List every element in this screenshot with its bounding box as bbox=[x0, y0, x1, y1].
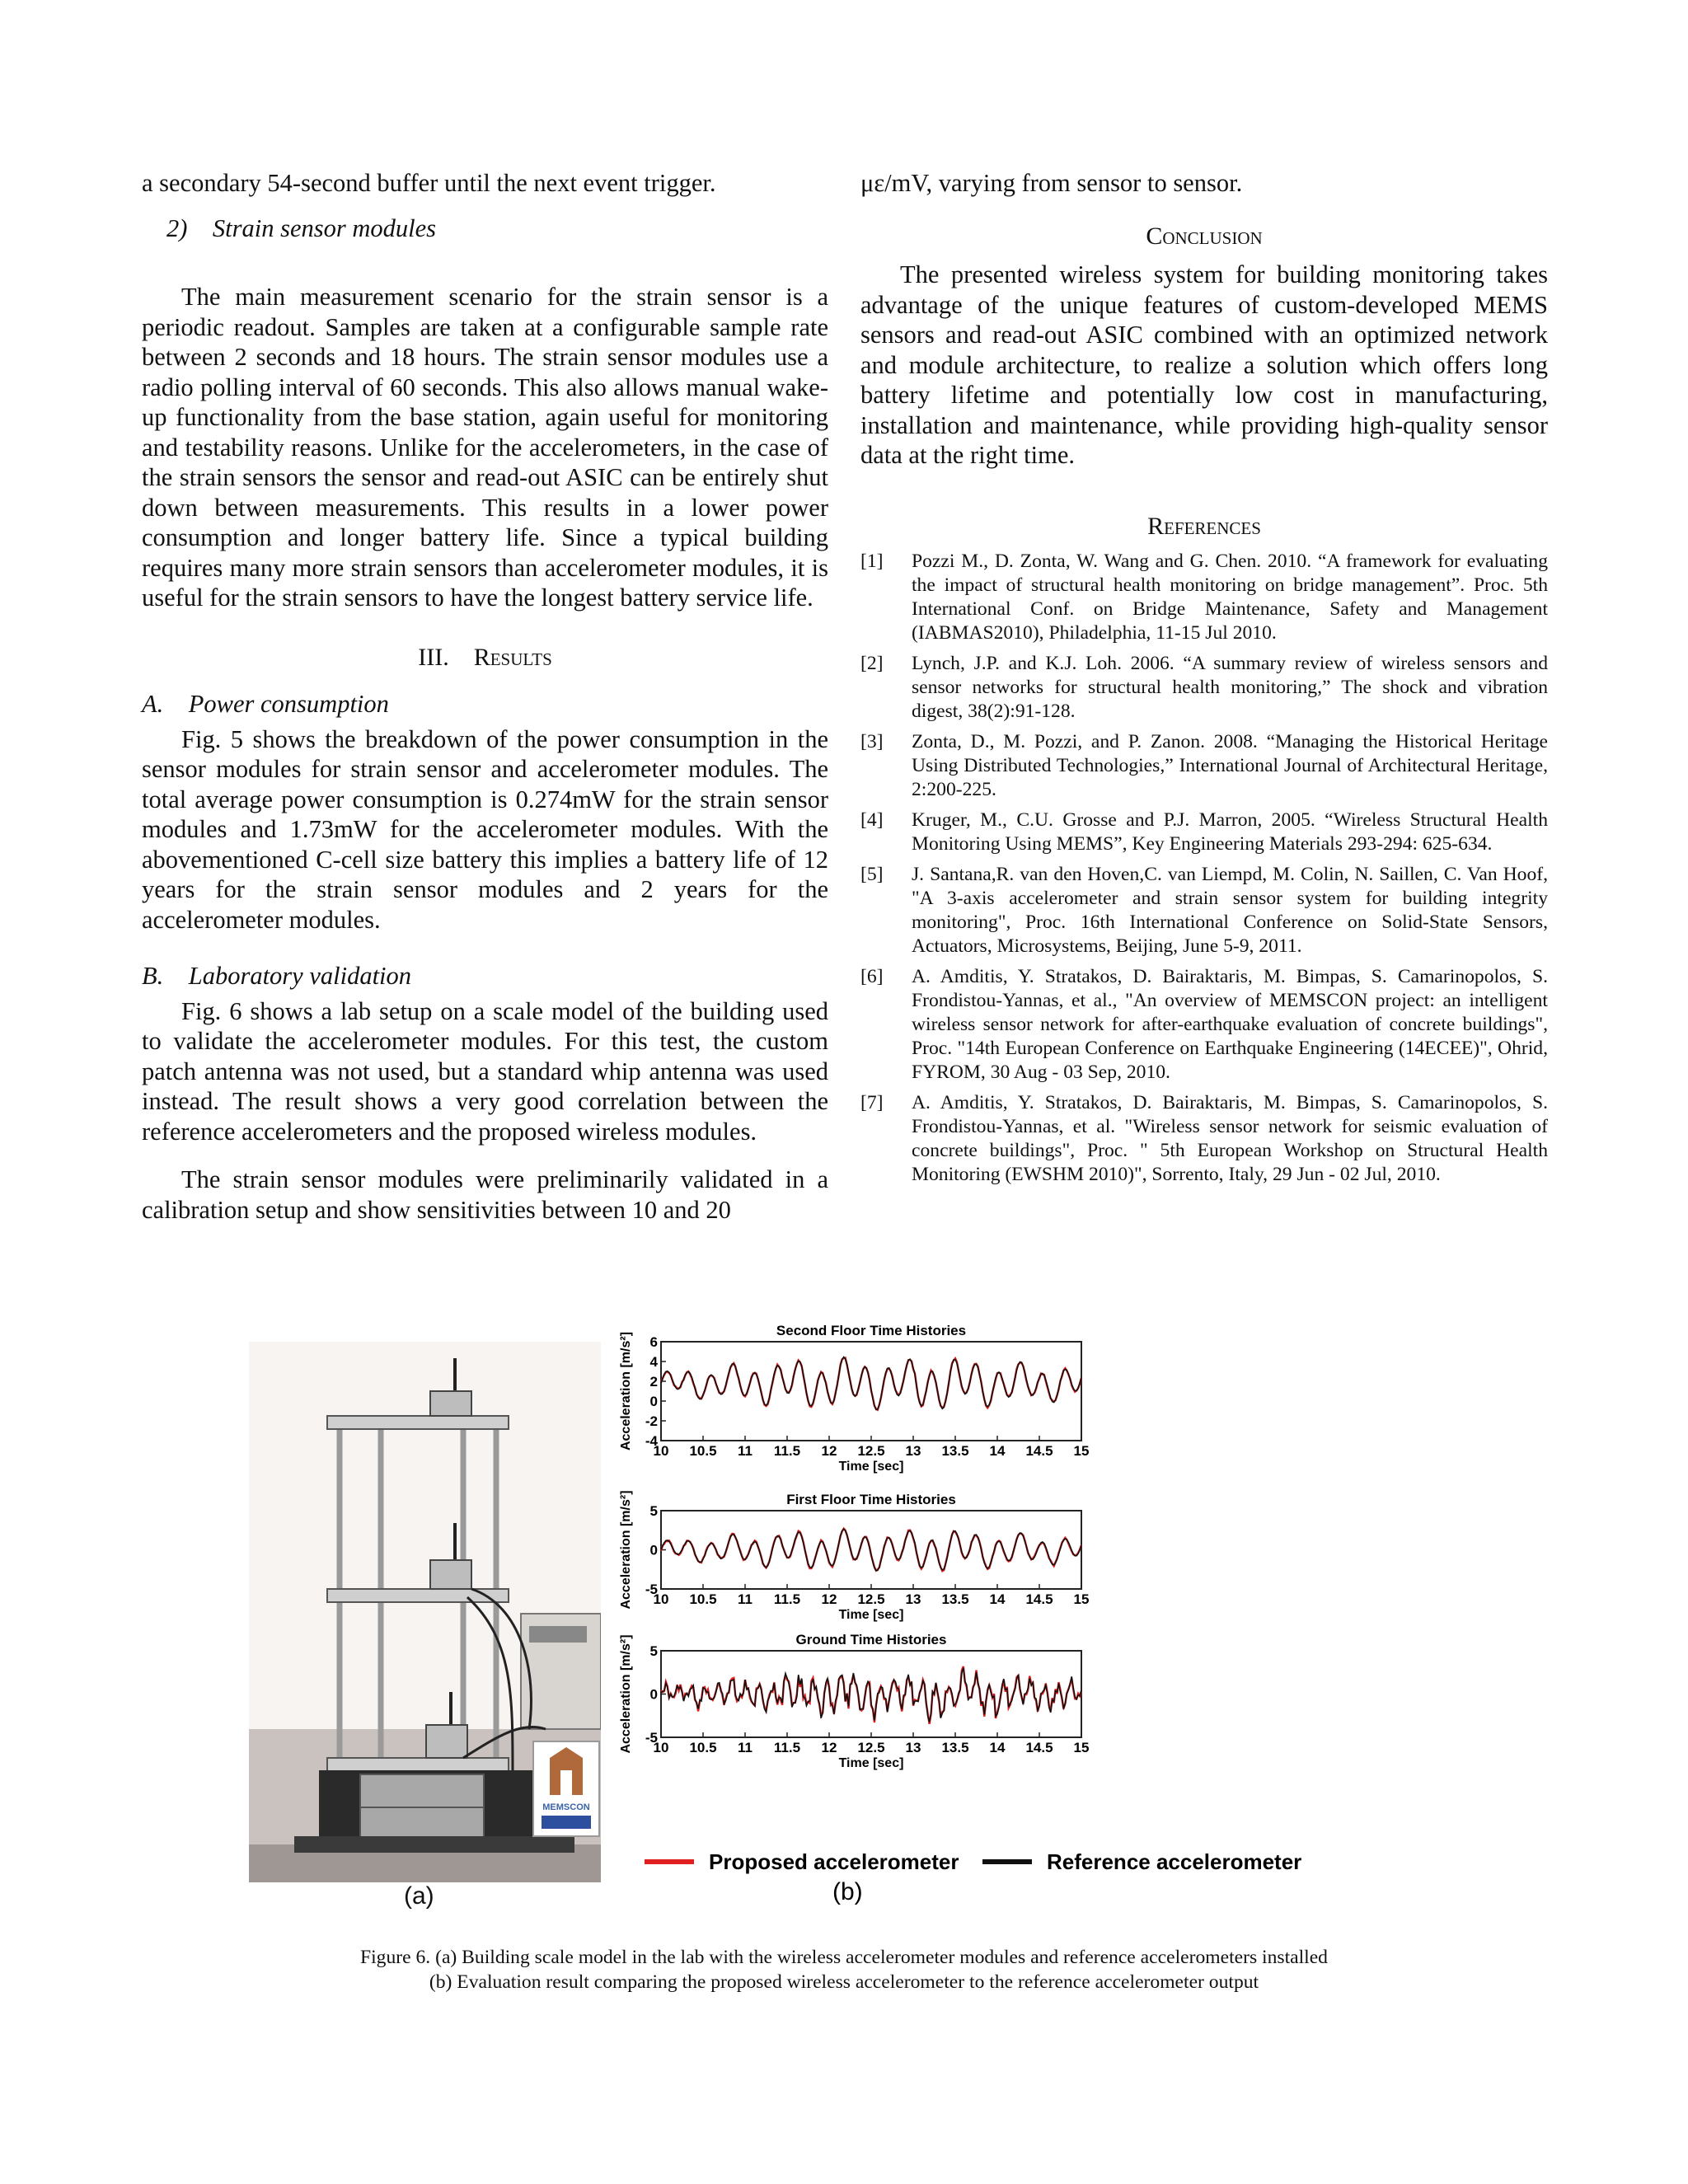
x-tick-label: 11 bbox=[738, 1740, 753, 1755]
y-tick-label: -2 bbox=[645, 1413, 658, 1429]
x-tick-label: 14.5 bbox=[1025, 1443, 1053, 1459]
x-tick-label: 13 bbox=[905, 1443, 921, 1459]
x-tick-label: 14 bbox=[989, 1591, 1006, 1607]
reference-text: A. Amditis, Y. Stratakos, D. Bairaktaris, M. Bimpas, S. Camarinopolos, S. Frondistou-Yannas, et al., "An overview of MEMSCON project: an intelligent wireless sensor network for after-earthquake evaluation of concrete buildings", Proc. "14th European Conference on Earthquake Engineering (14ECEE)", Ohrid, FYROM, 30 Aug - 03 Sep, 2010. bbox=[912, 966, 1548, 1083]
chart-title: First Floor Time Histories bbox=[786, 1492, 956, 1507]
reference-item bbox=[860, 652, 1548, 724]
y-tick-label: 0 bbox=[649, 1686, 658, 1703]
x-tick-label: 14.5 bbox=[1025, 1591, 1053, 1607]
x-tick-label: 12.5 bbox=[857, 1740, 885, 1755]
plot-frame bbox=[661, 1511, 1081, 1589]
reference-item bbox=[860, 1091, 1548, 1187]
caption-line-1: Figure 6. (a) Building scale model in the lab with the wireless accelerometer modules and reference accelerometers installed bbox=[360, 1947, 1328, 1968]
lab-scale-model-photo bbox=[249, 1342, 601, 1882]
x-tick-label: 11 bbox=[738, 1591, 753, 1607]
left-column bbox=[142, 168, 828, 1225]
legend-proposed-label: Proposed accelerometer bbox=[709, 1849, 959, 1874]
chart-legend bbox=[645, 1849, 1301, 1874]
section-heading-conclusion: Conclusion bbox=[1146, 222, 1263, 250]
y-tick-label: 5 bbox=[649, 1503, 658, 1519]
y-tick-label: 2 bbox=[649, 1374, 658, 1390]
reference-number: [3] bbox=[860, 731, 884, 752]
x-tick-label: 13.5 bbox=[941, 1443, 969, 1459]
paragraph-strain-modules: The main measurement scenario for the strain sensor is a periodic readout. Samples are taken at a configurable sample rate between 2 seconds and 18 hours. The strain sensor modules use a radio polling interval of 60 seconds. This also allows manual wake-up functionality from the base station, again useful for monitoring and testability reasons. Unlike for the accelerometers, in the case of the strain sensors the sensor and read-out ASIC can be entirely shut down between measurements. This results in a lower power consumption and longer battery life. Since a typical building requires many more strain sensors than accelerometer modules, it is useful for the strain sensors to have the longest battery service life. bbox=[142, 283, 828, 612]
reference-item bbox=[860, 965, 1548, 1085]
y-tick-label: 0 bbox=[649, 1394, 658, 1409]
x-tick-label: 12 bbox=[821, 1443, 837, 1459]
chart-title: Second Floor Time Histories bbox=[776, 1325, 967, 1338]
x-tick-label: 11.5 bbox=[773, 1443, 801, 1459]
x-tick-label: 15 bbox=[1073, 1591, 1090, 1607]
paragraph-continuation: a secondary 54-second buffer until the next event trigger. bbox=[142, 169, 716, 197]
reference-text: Lynch, J.P. and K.J. Loh. 2006. “A summary review of wireless sensors and sensor networks for structural health monitoring,” The shock and vibration digest, 38(2):91-128. bbox=[912, 653, 1548, 722]
x-tick-label: 15 bbox=[1073, 1443, 1090, 1459]
y-axis-label: Acceleration [m/s²] bbox=[619, 1490, 633, 1610]
right-column bbox=[860, 168, 1548, 1193]
paragraph-power-consumption: Fig. 5 shows the breakdown of the power consumption in the sensor modules for strain sensor and accelerometer modules. The total average power consumption is 0.274mW for the strain sensor modules and 1.73mW for the accelerometer modules. With the abovementioned C-cell size battery this implies a battery life of 12 years for the strain sensor modules and 2 years for the accelerometer modules. bbox=[142, 724, 828, 934]
reference-text: J. Santana,R. van den Hoven,C. van Liempd, M. Colin, N. Saillen, C. Van Hoof, "A 3-axis accelerometer and strain sensor system for building integrity monitoring", Proc. 16th International Conference on Solid-State Sensors, Actuators, Microsystems, Beijing, June 5-9, 2011. bbox=[912, 864, 1548, 957]
x-tick-label: 10.5 bbox=[689, 1591, 717, 1607]
figure-6 bbox=[249, 1325, 1345, 1910]
reference-number: [4] bbox=[860, 809, 884, 831]
x-tick-label: 10 bbox=[653, 1591, 669, 1607]
reference-text: Pozzi M., D. Zonta, W. Wang and G. Chen. 2010. “A framework for evaluating the impact of structural health monitoring on bridge management”. Proc. 5th International Conf. on Bridge Maintenance, Safety and Management (IABMAS2010), Philadelphia, 11-15 Jul 2010. bbox=[912, 551, 1548, 644]
chart-first-floor bbox=[619, 1490, 1089, 1622]
reference-item bbox=[860, 550, 1548, 645]
x-tick-label: 13.5 bbox=[941, 1740, 969, 1755]
x-tick-label: 13 bbox=[905, 1740, 921, 1755]
x-tick-label: 12.5 bbox=[857, 1443, 885, 1459]
x-tick-label: 15 bbox=[1073, 1740, 1090, 1755]
section-heading-results: III. Results bbox=[418, 643, 552, 671]
y-tick-label: 6 bbox=[649, 1334, 658, 1350]
series-reference-line bbox=[661, 1357, 1081, 1410]
panel-b-label: (b) bbox=[832, 1878, 863, 1905]
reference-list bbox=[860, 550, 1548, 1187]
x-tick-label: 10 bbox=[653, 1740, 669, 1755]
subsection-heading-lab: B. Laboratory validation bbox=[142, 962, 412, 990]
x-tick-label: 12 bbox=[821, 1740, 837, 1755]
chart-ground bbox=[619, 1632, 1089, 1770]
y-axis-label: Acceleration [m/s²] bbox=[619, 1331, 633, 1451]
x-tick-label: 12.5 bbox=[857, 1591, 885, 1607]
x-tick-label: 14.5 bbox=[1025, 1740, 1053, 1755]
reference-text: Kruger, M., C.U. Grosse and P.J. Marron, 2005. “Wireless Structural Health Monitoring Using MEMS”, Key Engineering Materials 293-294: 625-634. bbox=[912, 809, 1548, 855]
x-tick-label: 10 bbox=[653, 1443, 669, 1459]
y-tick-label: 4 bbox=[649, 1354, 658, 1370]
acceleration-charts bbox=[612, 1325, 1345, 1910]
y-tick-label: 5 bbox=[649, 1643, 658, 1659]
paragraph-conclusion: The presented wireless system for building monitoring takes advantage of the unique features of custom-developed MEMS sensors and read-out ASIC combined with an optimized network and module architecture, to realize a solution which offers long battery lifetime and potentially low cost in manufacturing, installation and maintenance, while providing high-quality sensor data at the right time. bbox=[860, 260, 1548, 469]
x-axis-label: Time [sec] bbox=[838, 1756, 904, 1770]
x-tick-label: 11.5 bbox=[773, 1740, 801, 1755]
caption-line-2: (b) Evaluation result comparing the proposed wireless accelerometer to the reference accelerometer output bbox=[429, 1971, 1259, 1993]
panel-a-label: (a) bbox=[404, 1882, 434, 1910]
figure-caption bbox=[142, 1945, 1546, 1994]
paragraph-continuation-right: με/mV, varying from sensor to sensor. bbox=[860, 169, 1243, 197]
x-tick-label: 14 bbox=[989, 1443, 1006, 1459]
x-tick-label: 10.5 bbox=[689, 1443, 717, 1459]
x-tick-label: 10.5 bbox=[689, 1740, 717, 1755]
reference-number: [6] bbox=[860, 966, 884, 987]
x-axis-label: Time [sec] bbox=[838, 1460, 904, 1474]
y-tick-label: -5 bbox=[645, 1730, 658, 1746]
subsection-heading-strain: 2) Strain sensor modules bbox=[166, 213, 437, 242]
reference-item bbox=[860, 863, 1548, 958]
reference-text: A. Amditis, Y. Stratakos, D. Bairaktaris, M. Bimpas, S. Camarinopolos, S. Frondistou-Yannas, et al. "Wireless sensor network for seismic evaluation of concrete buildings", Proc. " 5th European Workshop on Structural Health Monitoring (EWSHM 2010)", Sorrento, Italy, 29 Jun - 02 Jul, 2010. bbox=[912, 1092, 1548, 1185]
y-tick-label: 0 bbox=[649, 1542, 658, 1558]
x-tick-label: 13 bbox=[905, 1591, 921, 1607]
reference-number: [1] bbox=[860, 551, 884, 572]
series-reference-line bbox=[661, 1529, 1081, 1571]
reference-text: Zonta, D., M. Pozzi, and P. Zanon. 2008. “Managing the Historical Heritage Using Distributed Technologies,” International Journal of Architectural Heritage, 2:200-225. bbox=[912, 731, 1548, 800]
y-tick-label: -5 bbox=[645, 1582, 658, 1597]
reference-number: [2] bbox=[860, 653, 884, 674]
reference-item bbox=[860, 808, 1548, 856]
x-tick-label: 13.5 bbox=[941, 1591, 969, 1607]
subsection-heading-power: A. Power consumption bbox=[142, 690, 389, 718]
chart-title: Ground Time Histories bbox=[795, 1632, 947, 1647]
x-tick-label: 14 bbox=[989, 1740, 1006, 1755]
x-tick-label: 11 bbox=[738, 1443, 753, 1459]
reference-number: [7] bbox=[860, 1092, 884, 1113]
x-axis-label: Time [sec] bbox=[838, 1608, 904, 1622]
x-tick-label: 11.5 bbox=[773, 1591, 801, 1607]
paragraph-strain-validation: The strain sensor modules were preliminarily validated in a calibration setup and show sensitivities between 10 and 20 bbox=[142, 1165, 828, 1224]
legend-reference-label: Reference accelerometer bbox=[1047, 1849, 1302, 1874]
x-tick-label: 12 bbox=[821, 1591, 837, 1607]
y-axis-label: Acceleration [m/s²] bbox=[619, 1634, 633, 1754]
section-heading-references: References bbox=[1147, 512, 1261, 540]
reference-item bbox=[860, 730, 1548, 802]
y-tick-label: -4 bbox=[645, 1433, 658, 1449]
paragraph-lab-validation: Fig. 6 shows a lab setup on a scale model of the building used to validate the accelerometer modules. For this test, the custom patch antenna was not used, but a standard whip antenna was used instead. The result shows a very good correlation between the reference accelerometers and the proposed wireless modules. bbox=[142, 996, 828, 1146]
chart-second-floor bbox=[619, 1325, 1089, 1474]
memscon-sign-text: MEMSCON bbox=[542, 1802, 590, 1812]
reference-number: [5] bbox=[860, 864, 884, 885]
